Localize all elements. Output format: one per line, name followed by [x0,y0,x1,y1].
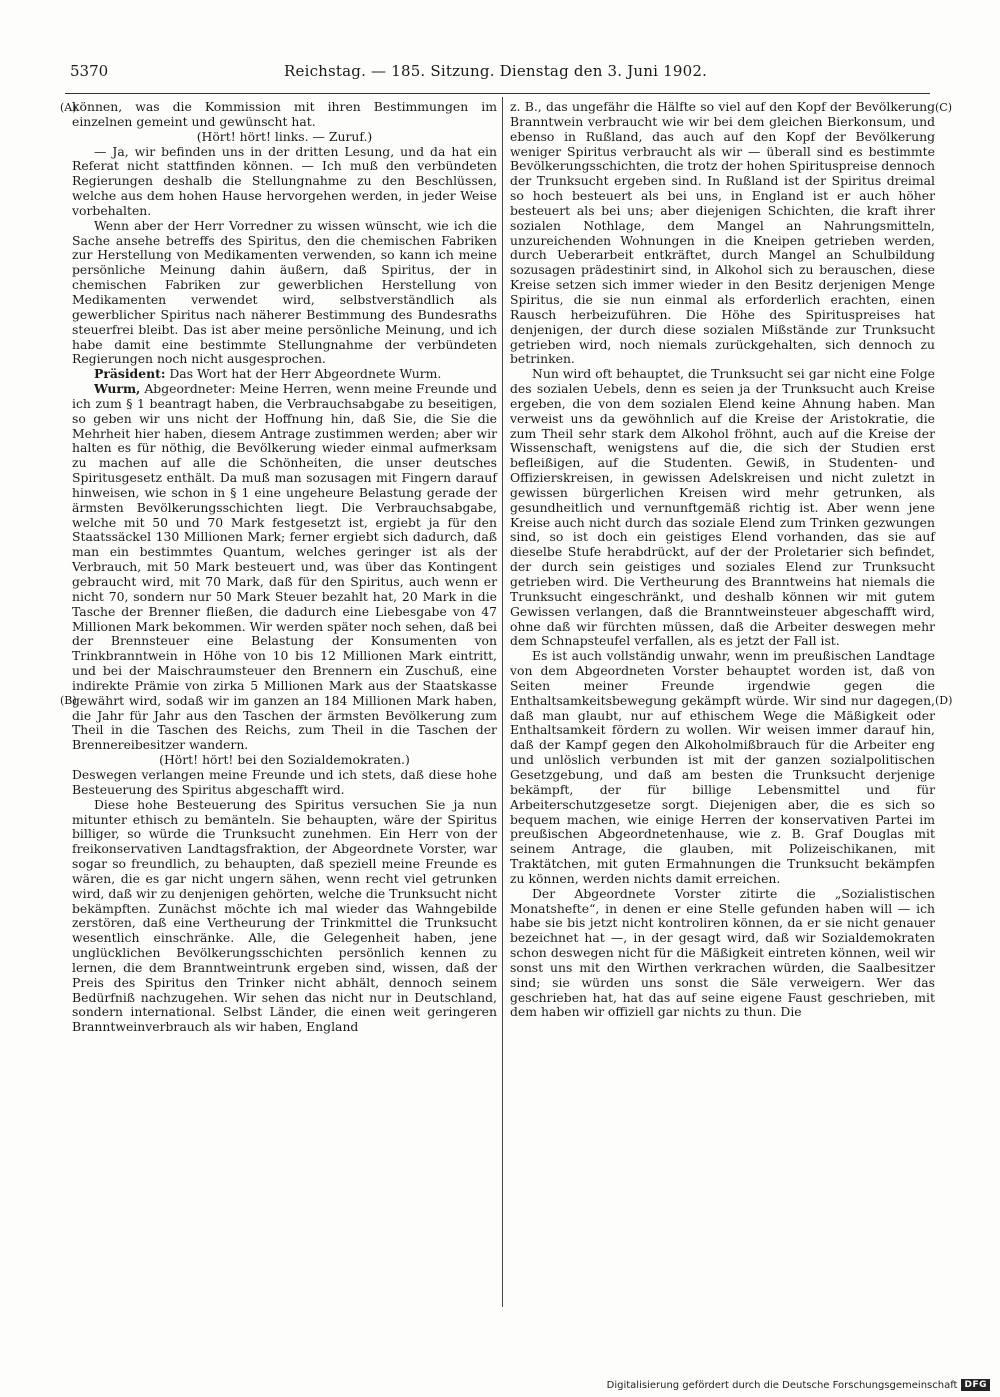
speaker-paragraph [72,367,497,382]
paragraph: Wenn aber der Herr Vorredner zu wissen wünscht, wie ich die Sache ansehe betreffs des Spiritus, den die chemischen Fabriken zur Herstellung von Medikamenten verwenden, so kann ich meine persönliche Meinung dahin äußern, daß Spiritus, der in chemischen Fabriken zur gewerblichen Herstellung von Medikamenten verwendet wird, selbstverständlich als gewerblicher Spiritus nach näherer Bestimmung des Bundesraths steuerfrei bleibt. Das ist aber meine persönliche Meinung, und ich habe damit eine bestimmte Stellungnahme der verbündeten Regierungen noch nicht ausgesprochen. [72,217,497,367]
paragraph: Nun wird oft behauptet, die Trunksucht sei gar nicht eine Folge des sozialen Uebels, denn es seien ja der Trunksucht auch Kreise ergeben, die von dem sozialen Elend keine Ahnung haben. Man verweist uns da gewöhnlich auf die Kreise der Aristokratie, die zum Theil sehr stark dem Alkohol fröhnt, auch auf die Kreise der Wissenschaft, wenigstens auf die, die sich der Studien erst befleißigen, auf die Studenten. Gewiß, in Studenten- und Offizierskreisen, in gewissen Adelskreisen und nicht zuletzt in gewissen bürgerlichen Kreisen wird mehr getrunken, als gesundheitlich und vernunftgemäß richtig ist. Aber wenn jene Kreise auch nicht durch das soziale Elend zum Trinken gezwungen sind, so ist doch ein geistiges Elend vorhanden, das sie auf dieselbe Stufe herabdrückt, auf der der Proletarier sich befindet, der durch sein geistiges und soziales Elend zur Trunksucht getrieben wird. Die Vertheurung des Branntweins hat niemals die Trunksucht eingeschränkt, und deshalb können wir mit gutem Gewissen verlangen, daß die Branntweinsteuer abgeschafft wird, ohne daß wir fürchten müssen, daß die Arbeiter deswegen mehr dem Schnapsteufel verfallen, als es jetzt der Fall ist. [510,366,935,649]
footer-credit [607,1379,990,1391]
right-column [510,100,935,1020]
header-rule [65,93,930,94]
speech-text: Das Wort hat der Herr Abgeordnete Wurm. [169,366,442,382]
credit-text: Digitalisierung gefördert durch die Deutsche Forschungsgemeinschaft [606,1379,958,1391]
interjection: (Hört! hört! links. — Zuruf.) [196,128,373,144]
speech-text: Abgeordneter: Meine Herren, wenn meine Freunde und ich zum § 1 beantragt haben, die Verbrauchsabgabe zu beseitigen, so geben wir uns nicht der Hoffnung hin, daß Sie, die Sie die Mehrheit hier haben, diesem Antrage zustimmen werden; aber wir halten es für nöthig, die Bevölkerung wieder einmal aufmerksam zu machen auf alle die Schönheiten, die unser deutsches Spiritusgesetz enthält. Da muß man sozusagen mit Fingern darauf hinweisen, wie schon in § 1 eine ungeheure Belastung gerade der ärmsten Bevölkerungsschichten liegt. Die Verbrauchsabgabe, welche mit 50 und 70 Mark festgesetzt ist, ergiebt ja für den Staatssäckel 130 Millionen Mark; ferner ergiebt sich dadurch, daß man ein bestimmtes Quantum, welches geringer ist als der Verbrauch, mit 50 Mark besteuert und, was über das Kontingent gebraucht wird, mit 70 Mark, daß für den Spiritus, auch wenn er nicht 70, sondern nur 50 Mark Steuer bezahlt hat, 20 Mark in die Tasche der Brenner fließen, die dadurch eine Liebesgabe von 47 Millionen Mark bekommen. Wir werden später noch sehen, daß bei der Brennsteuer eine Belastung der Konsumenten von Trinkbranntwein in Höhe von 10 bis 12 Millionen Mark eintritt, und bei der Maischraumsteuer den Brennern ein Zuschuß, eine indirekte Prämie von zirka 5 Millionen Mark aus der Staatskasse gewährt wird, sodaß wir im ganzen an 184 Millionen Mark haben, die Jahr für Jahr aus den Taschen der ärmsten Bevölkerung zum Theil in die Taschen des Reichs, zum Theil in die Taschen der Brennereibesitzer wandern. [72,381,497,753]
margin-mark-b: (B) [60,694,77,707]
page-header [0,60,1000,90]
paragraph: Deswegen verlangen meine Freunde und ich stets, daß diese hohe Besteuerung des Spiritus abgeschafft wird. [72,766,497,797]
page-number: 5370 [70,62,109,80]
margin-mark-c: (C) [935,101,952,114]
speaker-label: Präsident: [94,366,166,382]
margin-mark-a: (A) [60,101,77,114]
speaker-label: Wurm, [94,381,141,397]
interjection: (Hört! hört! bei den Sozialdemokraten.) [159,752,410,768]
column-divider [502,97,503,1307]
paragraph: — Ja, wir befinden uns in der dritten Lesung, und da hat ein Referat nicht stattfinden können. — Ich muß den verbündeten Regierungen deshalb die Stellungnahme zu den Beschlüssen, welche aus dem hohen Hause hervorgehen werden, in jeder Weise vorbehalten. [72,143,497,218]
paragraph: z. B., das ungefähr die Hälfte so viel auf den Kopf der Bevölkerung Branntwein verbraucht wie wir bei dem gleichen Bierkonsum, und ebenso in Rußland, das auch auf den Kopf der Bevölkerung weniger Spiritus verbraucht als wir — überall sind es bestimmte Bevölkerungsschichten, die trotz der hohen Spirituspreise dennoch der Trunksucht ergeben sind. In Rußland ist der Spiritus dreimal so hoch besteuert als bei uns, in England ist er auch höher besteuert als bei uns; aber diejenigen Schichten, die kraft ihrer sozialen Nothlage, dem Mangel an Nahrungsmitteln, unzureichenden Wohnungen in die Kneipen getrieben werden, durch Ueberarbeit entkräftet, durch Mangel an Schulbildung sozusagen prädestinirt sind, in Alkohol sich zu berauschen, diese Kreise setzen sich immer wieder in den Besitz derjenigen Menge Spiritus, die sie nun einmal als erforderlich erachten, einen Rausch herbeizuführen. Die Höhe des Spirituspreises hat denjenigen, der durch diese sozialen Mißstände zur Trunksucht getrieben wird, noch niemals zurückgehalten, sich dennoch zu betrinken. [510,99,935,367]
paragraph: können, was die Kommission mit ihren Bestimmungen im einzelnen gemeint und gewünscht hat. [72,99,497,129]
paragraph: Diese hohe Besteuerung des Spiritus versuchen Sie ja nun mitunter ethisch zu bemänteln. Sie behaupten, wäre der Spiritus billiger, so würde die Trunksucht zunehmen. Ein Herr von der freikonservativen Landtagsfraktion, der Abgeordnete Vorster, war sogar so freundlich, zu behaupten, daß speziell meine Freunde es wären, die es gar nicht ungern sähen, wenn recht viel getrunken wird, daß wir zu denjenigen gehörten, welche die Trunksucht nicht bekämpften. Zunächst möchte ich mal wieder das Wahngebilde zerstören, daß eine Vertheurung der Trinkmittel die Trunksucht wesentlich einschränke. Alle, die Gelegenheit haben, jene unglücklichen Bevölkerungsschichten persönlich kennen zu lernen, die dem Branntweintrunk ergeben sind, wissen, daß der Preis des Spiritus den Trinker nicht abhält, dennoch seinem Bedürfniß nachzugehen. Wir sehen das nicht nur in Deutschland, sondern international. Selbst Länder, die einen weit geringeren Branntweinverbrauch als wir haben, England [72,796,497,1035]
margin-mark-d: (D) [935,694,953,707]
paragraph: Es ist auch vollständig unwahr, wenn im preußischen Landtage von dem Abgeordneten Vorster behauptet worden ist, daß von Seiten meiner Freunde irgendwie gegen die Enthaltsamkeitsbewegung gekämpft würde. Wir sind nur dagegen, daß man glaubt, nur auf ethischem Wege die Mäßigkeit oder Enthaltsamkeit fördern zu wollen. Wir weisen immer darauf hin, daß der Kampf gegen den Alkoholmißbrauch für die Arbeiter eng und unlöslich verbunden ist mit der ganzen sozialpolitischen Gesetzgebung, und daß am besten die Trunksucht derjenige bekämpft, der für billige Lebensmittel und für Arbeiterschutzgesetze sorgt. Diejenigen aber, die es sich so bequem machen, wie einige Herren der konservativen Partei im preußischen Abgeordnetenhause, wie z. B. Graf Douglas mit seinem Antrage, die glauben, mit Polizeischikanen, mit Traktätchen, mit guten Ermahnungen die Trunksucht bekämpfen zu können, werden nichts damit erreichen. [510,648,935,886]
paragraph: Der Abgeordnete Vorster zitirte die „Sozialistischen Monatshefte“, in denen er eine Stelle gefunden haben will — ich habe sie bis jetzt nicht kontroliren können, da er sie nicht genauer bezeichnet hat —, in der gesagt wird, daß wir Sozialdemokraten schon deswegen nicht für die Mäßigkeit eintreten können, weil wir sonst uns mit den Wirthen verkrachen würden, die Saalbesitzer sind; sie würden uns sonst die Säle verweigern. Wer das geschrieben hat, hat das auf seine eigene Faust geschrieben, mit dem haben wir offiziell gar nichts zu thun. Die [510,885,935,1020]
speaker-paragraph [72,382,497,753]
left-column [72,100,497,1035]
dfg-logo-icon: DFG [961,1379,990,1391]
running-title: Reichstag. — 185. Sitzung. Dienstag den 3. Juni 1902. [284,62,708,80]
